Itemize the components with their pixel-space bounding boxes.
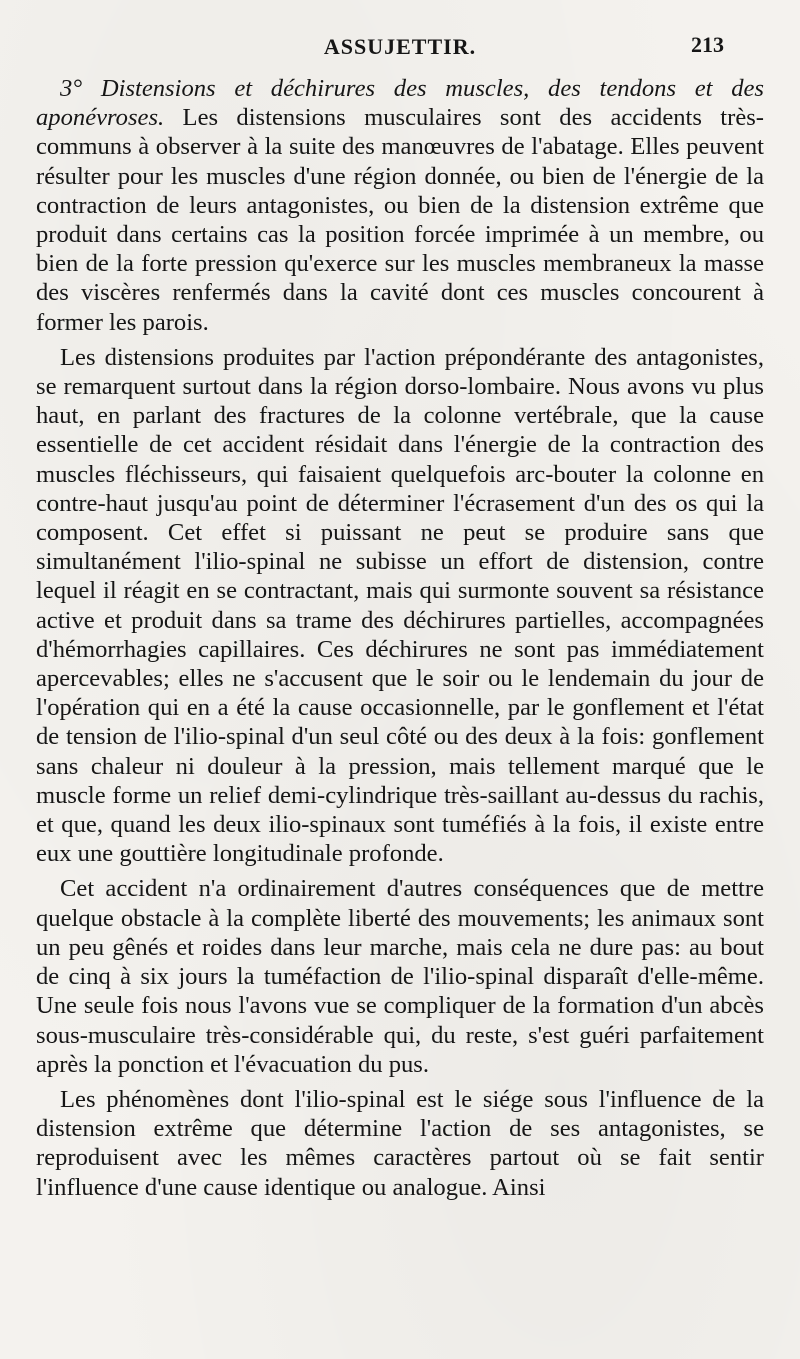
paragraph-2: Les distensions produites par l'action prépondérante des antagonistes, se remarquent surtout dans la région dorso-lombaire. Nous avons vu plus haut, en parlant des fractures de la colonne vertébrale, que la cause essentielle de cet accident résidait dans l'énergie de la contraction des muscles fléchisseurs, qui faisaient quelquefois arc-bouter la colonne en contre-haut jusqu'au point de déterminer l'écrasement d'un des os qui la composent. Cet effet si puissant ne peut se produire sans que simultanément l'ilio-spinal ne subisse un effort de distension, contre lequel il réagit en se contractant, mais qui surmonte souvent sa résistance active et produit dans sa trame des déchirures partielles, accompagnées d'hémorrhagies capillaires. Ces déchirures ne sont pas immédiatement apercevables; elles ne s'accusent que le soir ou le lendemain du jour de l'opération qui en a été la cause occasionnelle, par le gonflement et l'état de tension de l'ilio-spinal d'un seul côté ou des deux à la fois: gonflement sans chaleur ni douleur à la pression, mais tellement marqué que le muscle forme un relief demi-cylindrique très-saillant au-dessus du rachis, et que, quand les deux ilio-spinaux sont tuméfiés à la fois, il existe entre eux une gouttière longitudinale profonde.: [36, 343, 764, 868]
page-number: 213: [691, 32, 724, 57]
paragraph-1: [36, 74, 764, 337]
paragraph-1-text: Les distensions musculaires sont des accidents très-communs à observer à la suite des manœuvres de l'abatage. Elles peuvent résulter pour les muscles d'une région donnée, ou bien de l'énergie de la contraction de leurs antagonistes, ou bien de la distension extrême que produit dans certains cas la position forcée imprimée à un membre, ou bien de la forte pression qu'exerce sur les muscles membraneux la masse des viscères renfermés dans la cavité dont ces muscles concourent à former les parois.: [36, 104, 764, 336]
paragraph-3: Cet accident n'a ordinairement d'autres conséquences que de mettre quelque obstacle à la complète liberté des mouvements; les animaux sont un peu gênés et roides dans leur marche, mais cela ne dure pas: au bout de cinq à six jours la tuméfaction de l'ilio-spinal disparaît d'elle-même. Une seule fois nous l'avons vue se compliquer de la formation d'un abcès sous-musculaire très-considérable qui, du reste, s'est guéri parfaitement après la ponction et l'évacuation du pus.: [36, 875, 764, 1078]
paragraph-4: Les phénomènes dont l'ilio-spinal est le siége sous l'influence de la distension extrême que détermine l'action de ses antagonistes, se reproduisent avec les mêmes caractères partout où se fait sentir l'influence d'une cause identique ou analogue. Ainsi: [36, 1085, 764, 1201]
running-head: [36, 30, 764, 74]
body-text: [36, 74, 764, 1202]
section-heading: 3° Distensions et déchirures des muscles, des tendons et des aponévroses.: [36, 75, 764, 132]
running-title: ASSUJETTIR.: [323, 34, 477, 59]
